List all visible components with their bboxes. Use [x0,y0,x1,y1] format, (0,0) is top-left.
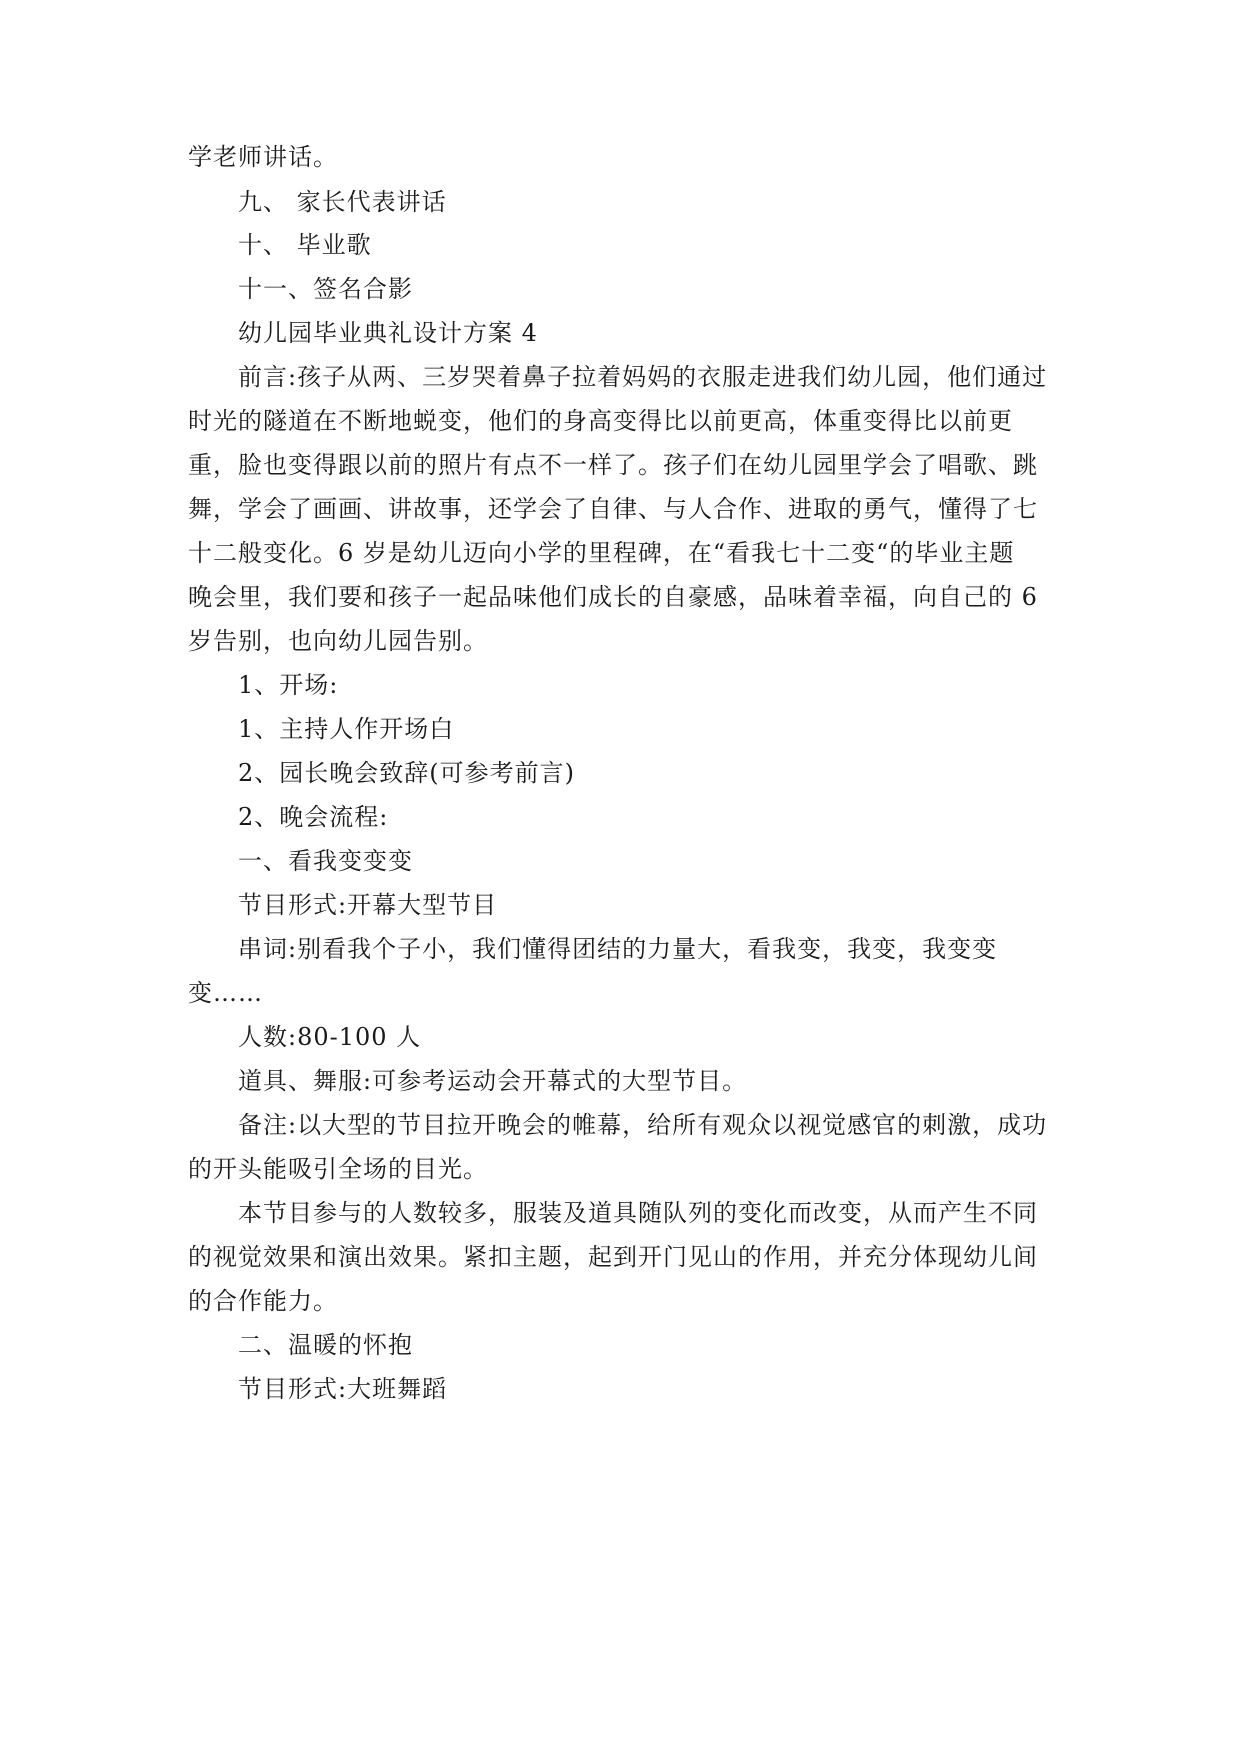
section-heading: 幼儿园毕业典礼设计方案 4 [238,319,538,347]
text-line: 2、晚会流程: [238,803,389,831]
text-line: 舞，学会了画画、讲故事，还学会了自律、与人合作、进取的勇气，懂得了七 [188,495,1038,523]
text-line: 学老师讲话。 [188,143,338,171]
text-line: 前言:孩子从两、三岁哭着鼻子拉着妈妈的衣服走进我们幼儿园，他们通过 [238,363,1048,391]
text-line: 的开头能吸引全场的目光。 [188,1155,488,1183]
text-line: 重，脸也变得跟以前的照片有点不一样了。孩子们在幼儿园里学会了唱歌、跳 [188,451,1038,479]
text-line: 人数:80-100 人 [238,1023,422,1051]
text-line: 十二般变化。6 岁是幼儿迈向小学的里程碑，在“看我七十二变“的毕业主题 [188,539,1015,567]
text-line: 二、温暖的怀抱 [238,1331,413,1359]
text-line: 一、看我变变变 [238,847,413,875]
text-line: 1、开场: [238,671,339,699]
text-line: 本节目参与的人数较多，服装及道具随队列的变化而改变，从而产生不同 [238,1199,1038,1227]
text-line: 岁告别，也向幼儿园告别。 [188,627,488,655]
text-line: 变…… [188,979,263,1007]
text-line: 的合作能力。 [188,1287,338,1315]
text-line: 的视觉效果和演出效果。紧扣主题，起到开门见山的作用，并充分体现幼儿间 [188,1243,1038,1271]
text-line: 备注:以大型的节目拉开晚会的帷幕，给所有观众以视觉感官的刺激，成功 [238,1111,1048,1139]
text-line: 串词:别看我个子小，我们懂得团结的力量大，看我变，我变，我变变 [238,935,998,963]
text-line: 九、 家长代表讲话 [238,188,447,216]
text-line: 十一、签名合影 [238,275,413,303]
text-line: 节目形式:开幕大型节目 [238,891,498,919]
text-line: 节目形式:大班舞蹈 [238,1375,448,1403]
text-line: 十、 毕业歌 [238,231,372,259]
text-line: 2、园长晚会致辞(可参考前言) [238,759,575,787]
text-line: 时光的隧道在不断地蜕变，他们的身高变得比以前更高，体重变得比以前更 [188,407,1013,435]
text-line: 晚会里，我们要和孩子一起品味他们成长的自豪感，品味着幸福，向自己的 6 [188,583,1038,611]
text-line: 1、主持人作开场白 [238,715,455,743]
text-line: 道具、舞服:可参考运动会开幕式的大型节目。 [238,1067,748,1095]
